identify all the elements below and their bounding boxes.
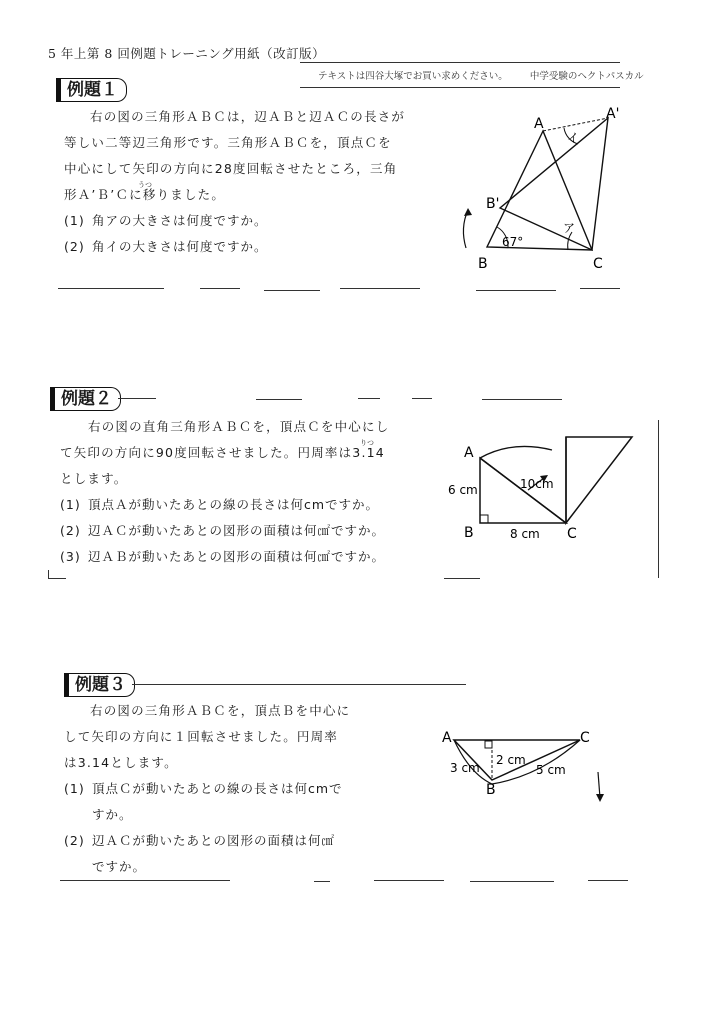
question-text: 角イの大きさは何度ですか。 xyxy=(92,239,268,254)
example-1-line xyxy=(64,182,424,208)
example-2-line: とします。 xyxy=(60,471,128,486)
label-ab-length: 3 cm xyxy=(450,761,480,775)
header-rule xyxy=(300,62,620,63)
question-text: 辺ＡＣが動いたあとの図形の面積は何㎠ですか。 xyxy=(88,523,386,538)
example-2-text xyxy=(60,414,430,570)
label-b: B xyxy=(464,525,474,541)
question-number: (2) xyxy=(60,523,81,538)
example-1-question xyxy=(64,234,424,260)
example-1-line: 右の図の三角形ＡＢＣは，辺ＡＢと辺ＡＣの長さが xyxy=(90,109,406,124)
example-3-label: 例題３ xyxy=(64,673,135,697)
divider xyxy=(470,881,554,882)
example-1-label: 例題１ xyxy=(56,78,127,102)
divider xyxy=(256,399,302,400)
divider xyxy=(444,578,480,579)
example-2-question xyxy=(60,492,430,518)
divider xyxy=(58,288,164,289)
question-number: (2) xyxy=(64,239,85,254)
label-b: B xyxy=(478,256,488,272)
label-ab-length: 6 cm xyxy=(448,483,478,497)
question-number: (1) xyxy=(60,497,81,512)
divider xyxy=(340,288,420,289)
ruby-ritsu: りつ xyxy=(360,439,374,447)
label-height: 2 cm xyxy=(496,753,526,767)
example-1-question xyxy=(64,208,424,234)
example-3-question-cont: ですか。 xyxy=(92,859,147,874)
question-number: (1) xyxy=(64,781,85,796)
label-angle-b: 67° xyxy=(502,235,524,249)
label-a: A xyxy=(464,445,474,461)
question-text: 辺ＡＢが動いたあとの図形の面積は何㎠ですか。 xyxy=(88,549,386,564)
divider xyxy=(264,290,320,291)
label-c: C xyxy=(580,730,590,746)
example-1-text xyxy=(64,104,424,260)
question-number: (2) xyxy=(64,833,85,848)
label-c: C xyxy=(567,526,577,542)
divider xyxy=(48,578,66,579)
label-a-prime: A' xyxy=(606,106,620,122)
example-2-question xyxy=(60,518,430,544)
example-3-question xyxy=(64,828,364,854)
divider xyxy=(580,288,620,289)
header-note-text: テキストは四谷大塚でお買い求めください。 xyxy=(318,71,508,82)
example-2-question xyxy=(60,544,430,570)
example-2-figure xyxy=(440,430,655,550)
divider xyxy=(358,398,380,399)
example-3-question xyxy=(64,776,364,802)
example-3-figure xyxy=(430,724,620,814)
label-b: B xyxy=(486,782,496,798)
divider-tick xyxy=(48,570,49,578)
example-1-figure xyxy=(450,100,640,280)
divider xyxy=(200,288,240,289)
label-ac-length: 10cm xyxy=(520,477,554,491)
divider xyxy=(132,684,466,685)
header-rule-bottom xyxy=(300,87,620,88)
divider xyxy=(374,880,444,881)
label-c: C xyxy=(593,256,603,272)
example-3-question-cont: すか。 xyxy=(92,807,133,822)
label-angle-a: ア xyxy=(563,221,576,235)
example-1-line-text: 形Ａ’Ｂ’Ｃに移りました。 xyxy=(64,187,226,202)
label-b-prime: B' xyxy=(486,196,500,212)
header-note xyxy=(318,68,644,82)
right-angle-mark xyxy=(485,741,492,748)
question-number: (3) xyxy=(60,549,81,564)
example-2-line-text: て矢印の方向に90度回転させました。円周率は3.14 xyxy=(60,445,385,460)
example-1-line: 中心にして矢印の方向に28度回転させたところ，三角 xyxy=(64,161,398,176)
question-text: 辺ＡＣが動いたあとの図形の面積は何㎠ xyxy=(92,833,336,848)
divider xyxy=(314,881,330,882)
rotated-triangle xyxy=(566,437,632,523)
question-number: (1) xyxy=(64,213,85,228)
label-a: A xyxy=(534,116,544,132)
label-bc-length: 5 cm xyxy=(536,763,566,777)
right-angle-mark xyxy=(480,515,488,523)
label-bc-length: 8 cm xyxy=(510,527,540,541)
label-a: A xyxy=(442,730,452,746)
arrow-head xyxy=(464,208,472,216)
dashed-aa2 xyxy=(543,118,608,131)
page-title: 5 年上第 8 回例題トレーニング用紙（改訂版） xyxy=(48,46,326,61)
question-text: 角アの大きさは何度ですか。 xyxy=(92,213,268,228)
triangle-a2b2c xyxy=(500,118,608,250)
divider xyxy=(476,290,556,291)
label-angle-i: イ xyxy=(567,131,580,145)
question-text: 頂点Ａが動いたあとの線の長さは何cmですか。 xyxy=(88,497,380,512)
divider xyxy=(588,880,628,881)
example-2-label: 例題２ xyxy=(50,387,121,411)
divider xyxy=(412,398,432,399)
ruby-utsu: うつ xyxy=(138,181,152,189)
arc-a xyxy=(480,446,552,458)
divider xyxy=(482,399,562,400)
example-1-line: 等しい二等辺三角形です。三角形ＡＢＣを，頂点Ｃを xyxy=(64,135,392,150)
divider xyxy=(118,398,156,399)
example-3-text xyxy=(64,698,364,880)
question-text: 頂点Ｃが動いたあとの線の長さは何cmで xyxy=(92,781,343,796)
right-rule xyxy=(658,420,659,578)
example-2-line xyxy=(60,440,430,466)
divider xyxy=(60,880,230,881)
header-note-site: 中学受験のヘクトパスカル xyxy=(529,71,644,82)
example-3-line: は3.14とします。 xyxy=(64,755,178,770)
example-2-line: 右の図の直角三角形ＡＢＣを，頂点Ｃを中心にし xyxy=(88,419,390,434)
arrow-head xyxy=(596,794,604,802)
example-3-line: 右の図の三角形ＡＢＣを，頂点Ｂを中心に xyxy=(90,703,351,718)
example-3-line: して矢印の方向に１回転させました。円周率 xyxy=(64,729,339,744)
